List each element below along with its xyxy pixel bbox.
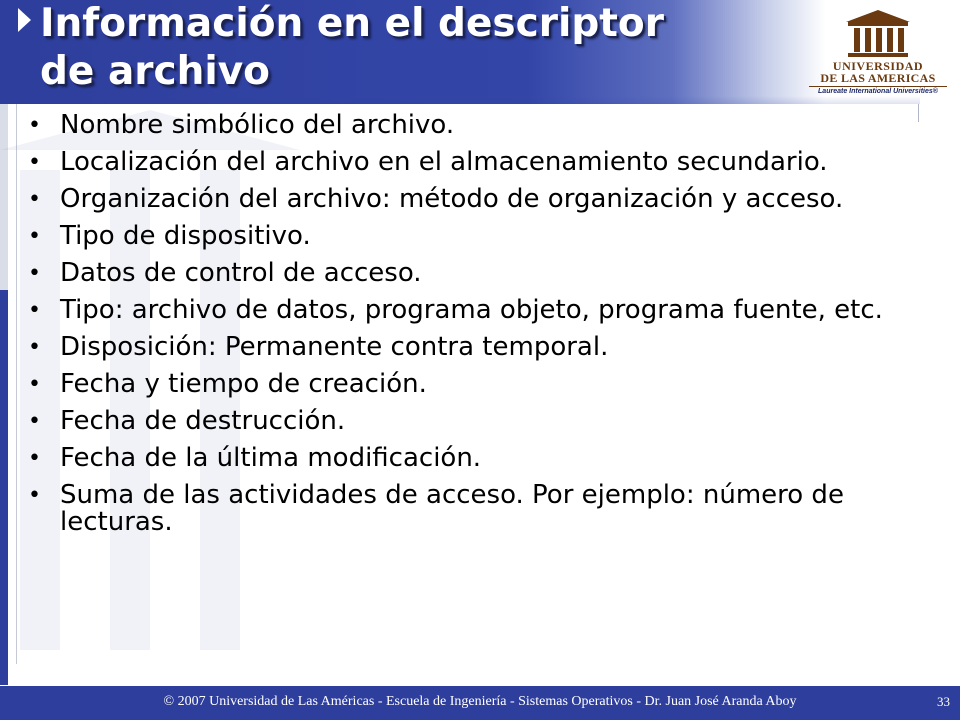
bullet-dot-icon: • bbox=[28, 261, 41, 286]
logo-line-2: DE LAS AMERICAS bbox=[820, 71, 936, 85]
bullet-dot-icon: • bbox=[28, 187, 41, 212]
list-item bbox=[24, 223, 904, 250]
bullet-text: Fecha y tiempo de creación. bbox=[60, 369, 427, 399]
bullet-dot-icon: • bbox=[28, 298, 41, 323]
bullet-text: Datos de control de acceso. bbox=[60, 258, 422, 288]
bullet-text: Suma de las actividades de acceso. Por ejemplo: número de lecturas. bbox=[60, 480, 844, 537]
bullet-text: Disposición: Permanente contra temporal. bbox=[60, 332, 609, 362]
bullet-text: Fecha de destrucción. bbox=[60, 406, 346, 436]
logo-line-3: Laureate International Universities® bbox=[818, 88, 938, 95]
bullet-dot-icon: • bbox=[28, 150, 41, 175]
page-number: 33 bbox=[937, 694, 950, 709]
list-item bbox=[24, 482, 904, 536]
bullet-dot-icon: • bbox=[28, 224, 41, 249]
bullet-text: Localización del archivo en el almacenamiento secundario. bbox=[60, 147, 828, 177]
logo-line-1: UNIVERSIDAD bbox=[832, 59, 924, 73]
banner-shadow bbox=[0, 96, 920, 104]
bullet-dot-icon: • bbox=[28, 409, 41, 434]
footer-copyright: © 2007 Universidad de Las Américas - Escuela de Ingeniería - Sistemas Operativos - Dr. Juan José Aranda Aboy bbox=[163, 694, 797, 709]
bullet-text: Fecha de la última modificación. bbox=[60, 443, 482, 473]
right-divider bbox=[918, 104, 919, 122]
title-arrow-icon bbox=[18, 8, 31, 32]
list-item bbox=[24, 149, 904, 176]
list-item bbox=[24, 334, 904, 361]
list-item bbox=[24, 260, 904, 287]
bullet-text: Tipo: archivo de datos, programa objeto, programa fuente, etc. bbox=[60, 295, 883, 325]
list-item bbox=[24, 297, 904, 324]
slide-title: Información en el descriptor de archivo bbox=[40, 1, 664, 94]
list-item bbox=[24, 371, 904, 398]
bullet-list bbox=[24, 112, 904, 546]
bullet-dot-icon: • bbox=[28, 446, 41, 471]
bullet-dot-icon: • bbox=[28, 372, 41, 397]
bullet-dot-icon: • bbox=[28, 113, 41, 138]
list-item bbox=[24, 445, 904, 472]
list-item bbox=[24, 408, 904, 435]
building-icon bbox=[808, 8, 948, 60]
university-logo bbox=[808, 8, 948, 98]
bullet-text: Organización del archivo: método de organización y acceso. bbox=[60, 184, 844, 214]
list-item bbox=[24, 112, 904, 139]
list-item bbox=[24, 186, 904, 213]
bullet-text: Nombre simbólico del archivo. bbox=[60, 110, 455, 140]
bullet-text: Tipo de dispositivo. bbox=[60, 221, 311, 251]
bullet-dot-icon: • bbox=[28, 483, 41, 508]
bullet-dot-icon: • bbox=[28, 335, 41, 360]
